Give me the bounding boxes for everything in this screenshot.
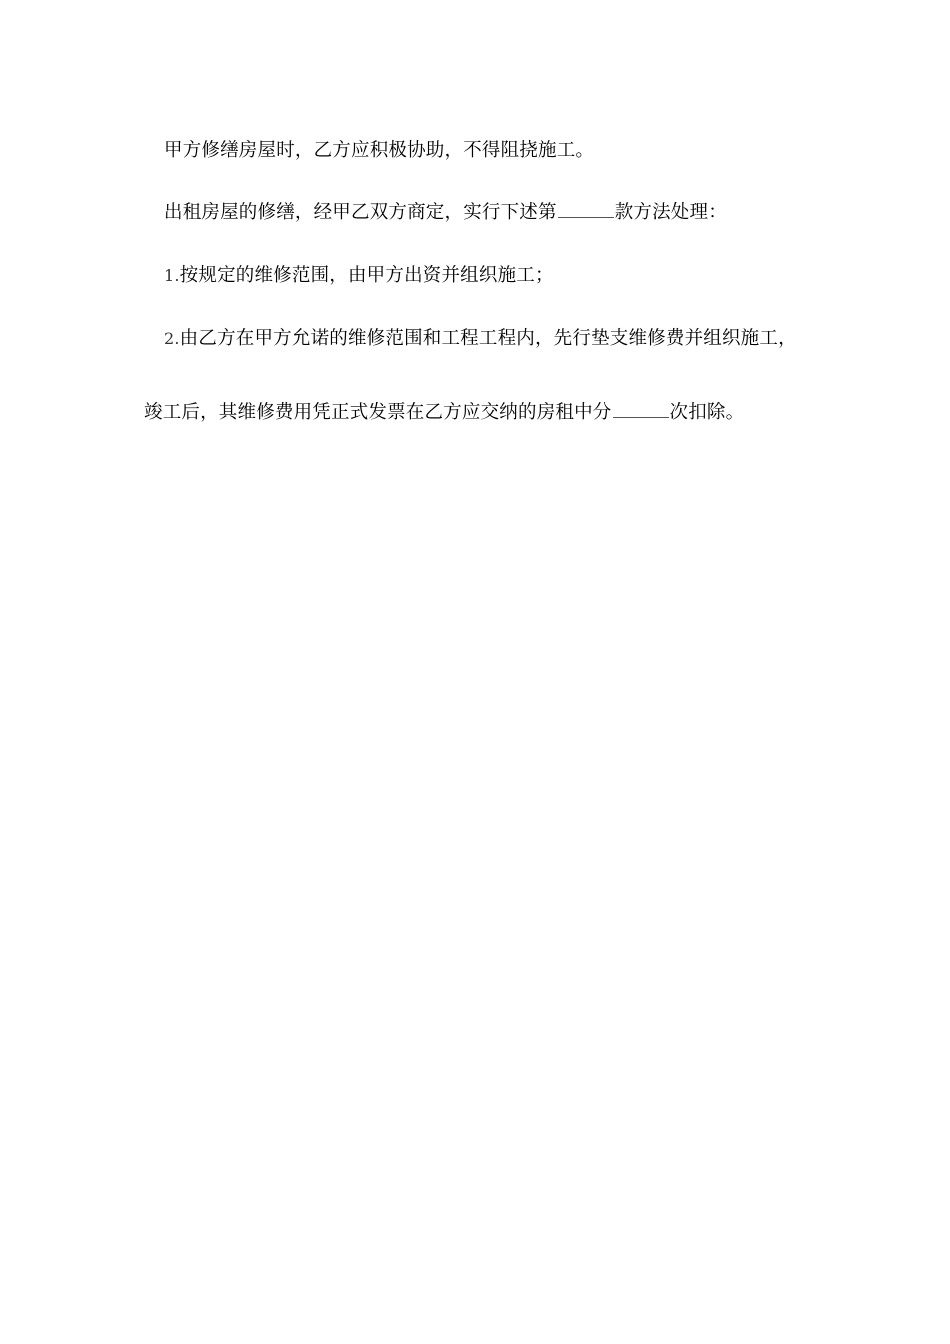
paragraph-repair-method <box>164 200 727 226</box>
fill-in-blank-clause-number[interactable] <box>558 201 614 218</box>
list-item-number: 2. <box>164 329 180 348</box>
list-item-number: 1. <box>164 266 180 285</box>
paragraph-text: 甲方修缮房屋时，乙方应积极协助，不得阻挠施工。 <box>164 140 595 161</box>
fill-in-blank-installment-count[interactable] <box>613 401 669 418</box>
list-item-option-2-continued <box>144 400 744 426</box>
list-item-option-2 <box>164 326 797 352</box>
list-item-text: 按规定的维修范围，由甲方出资并组织施工； <box>179 265 554 286</box>
list-item-text: 由乙方在甲方允诺的维修范围和工程工程内，先行垫支维修费并组织施工， <box>179 328 797 349</box>
paragraph-text-after: 款方法处理： <box>614 202 727 223</box>
paragraph-repair-cooperation <box>164 138 594 164</box>
list-item-option-1 <box>164 263 554 289</box>
paragraph-text-before: 出租房屋的修缮，经甲乙双方商定，实行下述第 <box>164 202 557 223</box>
paragraph-text-after: 次扣除。 <box>669 402 745 423</box>
paragraph-text-before: 竣工后，其维修费用凭正式发票在乙方应交纳的房租中分 <box>144 402 612 423</box>
